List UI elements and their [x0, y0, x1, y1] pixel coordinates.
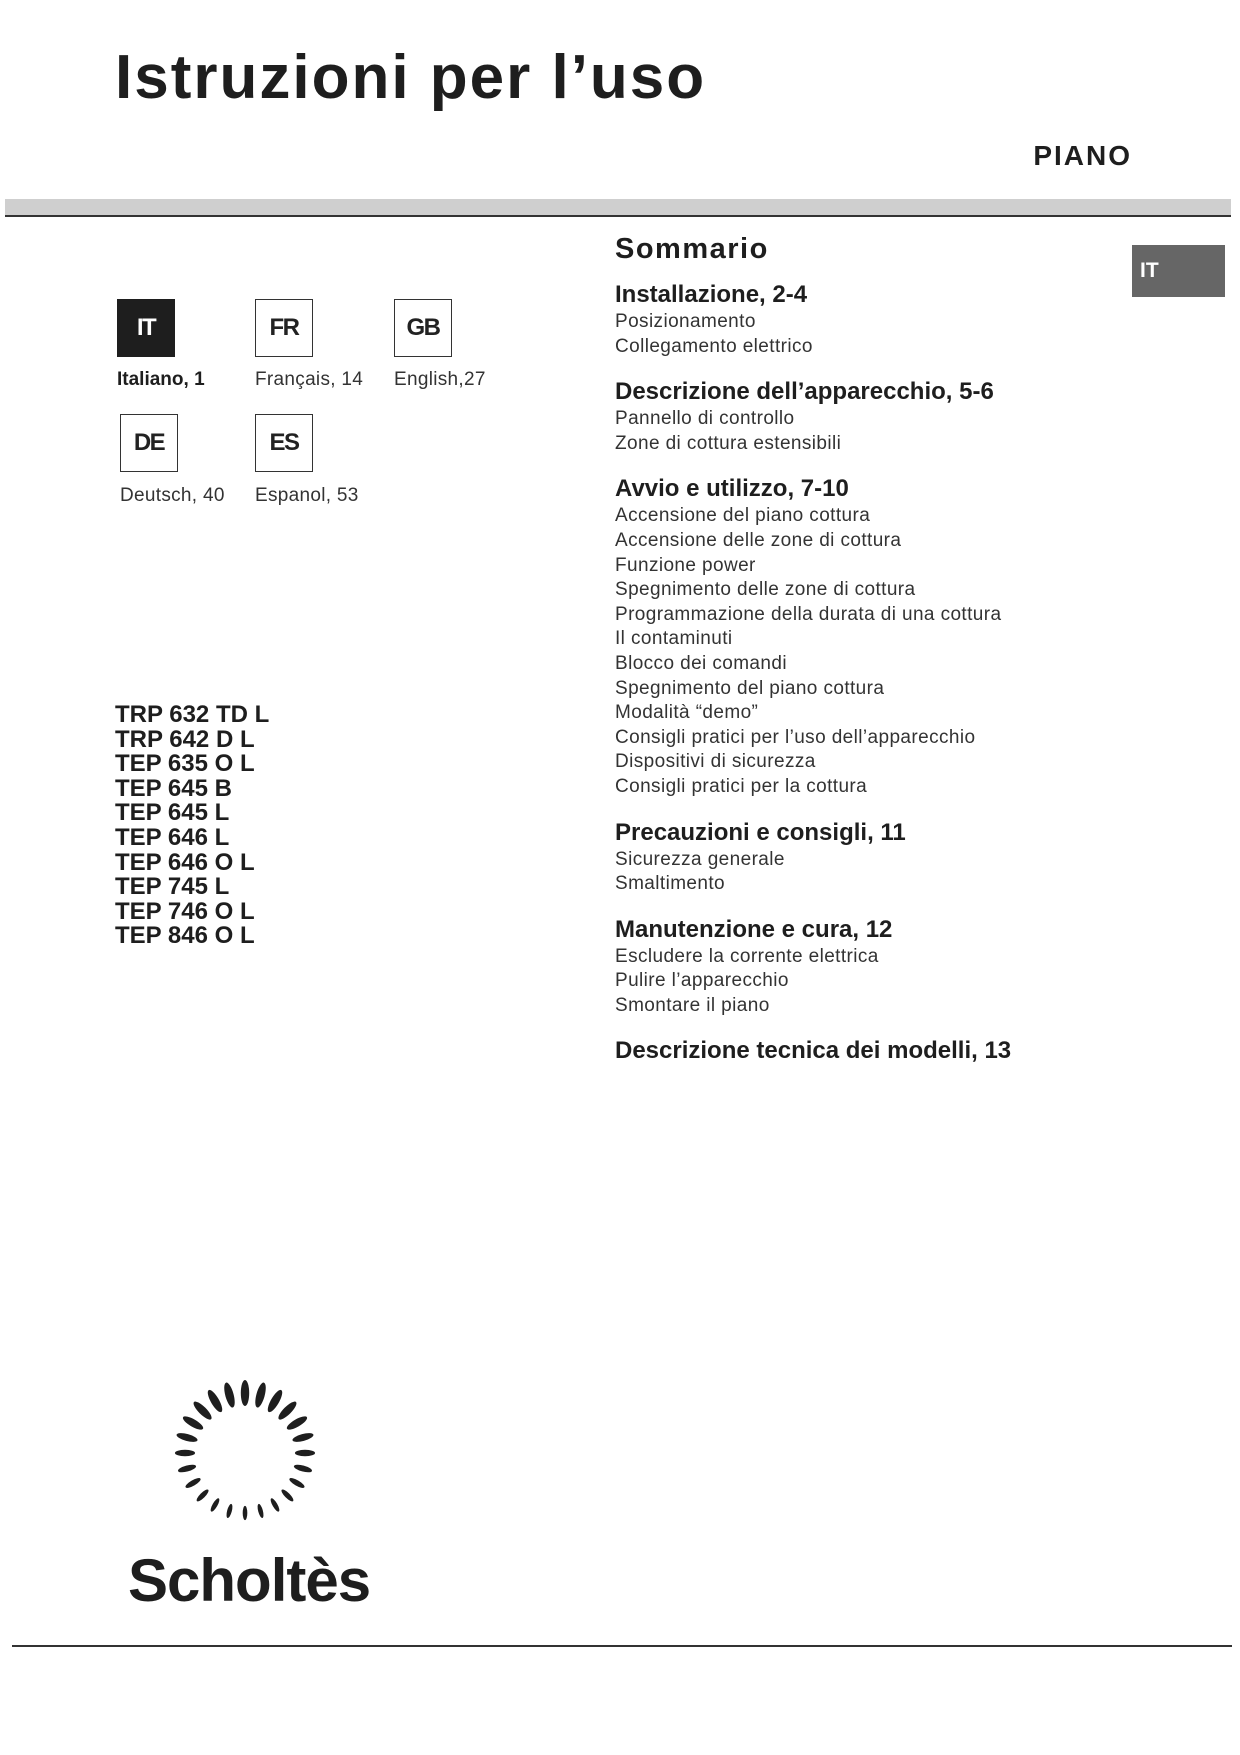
toc-section-title: Installazione, 2-4	[615, 281, 808, 308]
sun-ray	[176, 1431, 199, 1443]
sun-ray	[209, 1497, 221, 1512]
toc-section-installazione	[615, 279, 1115, 359]
sun-ray	[181, 1414, 205, 1432]
model-item: TEP 646 L	[115, 823, 230, 851]
model-item: TEP 746 O L	[115, 897, 255, 925]
language-box-es: ES	[255, 414, 313, 472]
language-label-gb: English,27	[394, 369, 486, 390]
sun-ray	[191, 1399, 214, 1422]
product-label: PIANO	[1033, 140, 1132, 171]
language-label-de: Deutsch, 40	[120, 485, 225, 506]
sun-ray	[243, 1506, 248, 1520]
model-item: TEP 646 O L	[115, 848, 255, 876]
model-item: TEP 645 L	[115, 799, 230, 827]
toc-item: Accensione delle zone di cottura	[615, 529, 902, 551]
toc-section-precauzioni	[615, 817, 1115, 897]
language-label-it: Italiano, 1	[117, 369, 205, 390]
toc-item: Consigli pratici per l’uso dell’apparecchio	[615, 726, 976, 748]
toc-section-avvio	[615, 473, 1115, 799]
toc-section-title: Descrizione dell’apparecchio, 5-6	[615, 378, 994, 406]
toc-item: Smaltimento	[615, 873, 725, 895]
toc-item: Dispositivi di sicurezza	[615, 751, 816, 773]
sun-ray	[253, 1382, 268, 1409]
toc-item: Escludere la corrente elettrica	[615, 945, 879, 967]
sun-ray	[295, 1450, 315, 1457]
model-item: TRP 632 TD L	[115, 701, 270, 728]
toc-item: Accensione del piano cottura	[615, 505, 871, 527]
language-label-fr: Français, 14	[255, 369, 364, 390]
sun-ray	[269, 1497, 281, 1512]
toc-item: Consigli pratici per la cottura	[615, 775, 868, 797]
sun-ray	[241, 1380, 249, 1406]
model-item: TEP 745 L	[115, 873, 230, 901]
toc-item: Collegamento elettrico	[615, 335, 813, 357]
toc-item: Spegnimento del piano cottura	[615, 677, 885, 699]
toc-item: Funzione power	[615, 554, 756, 576]
sun-ray	[276, 1399, 299, 1422]
toc-item: Pulire l’apparecchio	[615, 970, 789, 992]
toc-section-descrizione-tecnica	[615, 1035, 1115, 1066]
sun-ray	[265, 1388, 285, 1414]
toc-item: Smontare il piano	[615, 994, 770, 1016]
toc-item: Modalità “demo”	[615, 702, 759, 724]
model-item: TEP 635 O L	[115, 750, 255, 778]
model-item: TEP 645 B	[115, 774, 232, 802]
sun-ray	[256, 1503, 264, 1518]
model-item: TRP 642 D L	[115, 725, 255, 753]
table-of-contents	[615, 233, 1115, 1083]
language-box-gb: GB	[394, 299, 452, 357]
brand-name: Scholtès	[128, 1547, 371, 1614]
sun-ray	[175, 1450, 195, 1457]
language-box-it: IT	[117, 299, 175, 357]
sun-ray	[205, 1388, 225, 1414]
toc-section-title: Descrizione tecnica dei modelli, 13	[615, 1037, 1012, 1065]
toc-item: Blocco dei comandi	[615, 652, 787, 674]
model-item: TEP 846 O L	[115, 922, 255, 950]
toc-section-manutenzione	[615, 914, 1115, 1019]
sun-ray	[222, 1382, 237, 1409]
toc-section-title: Precauzioni e consigli, 11	[615, 818, 906, 846]
toc-item: Pannello di controllo	[615, 408, 795, 430]
sun-ray	[177, 1463, 197, 1474]
language-box-fr: FR	[255, 299, 313, 357]
document-title: Istruzioni per l’uso	[115, 43, 707, 112]
sun-ray	[280, 1488, 295, 1503]
toc-title: Sommario	[615, 233, 769, 265]
toc-item: Zone di cottura estensibili	[615, 432, 842, 454]
toc-section-title: Manutenzione e cura, 12	[615, 915, 893, 943]
sun-flame-logo-icon	[120, 1365, 340, 1545]
toc-item: Programmazione della durata di una cottura	[615, 603, 1002, 625]
sun-rays	[175, 1380, 315, 1520]
language-tab: IT	[1132, 245, 1225, 297]
sun-ray	[293, 1463, 313, 1474]
sun-ray	[225, 1503, 233, 1518]
model-list	[115, 703, 269, 949]
toc-item: Sicurezza generale	[615, 848, 785, 870]
sun-ray	[195, 1488, 210, 1503]
footer-divider	[12, 1645, 1232, 1647]
toc-item: Spegnimento delle zone di cottura	[615, 579, 916, 601]
toc-section-title: Avvio e utilizzo, 7-10	[615, 475, 849, 503]
header-band	[5, 199, 1231, 215]
language-label-es: Espanol, 53	[255, 485, 359, 506]
toc-section-descrizione	[615, 376, 1115, 456]
language-box-de: DE	[120, 414, 178, 472]
sun-ray	[184, 1476, 202, 1489]
sun-ray	[292, 1431, 315, 1443]
header-divider	[5, 215, 1231, 217]
toc-item: Il contaminuti	[615, 628, 733, 650]
sun-ray	[285, 1414, 309, 1432]
toc-item: Posizionamento	[615, 311, 756, 332]
sun-ray	[288, 1476, 306, 1489]
